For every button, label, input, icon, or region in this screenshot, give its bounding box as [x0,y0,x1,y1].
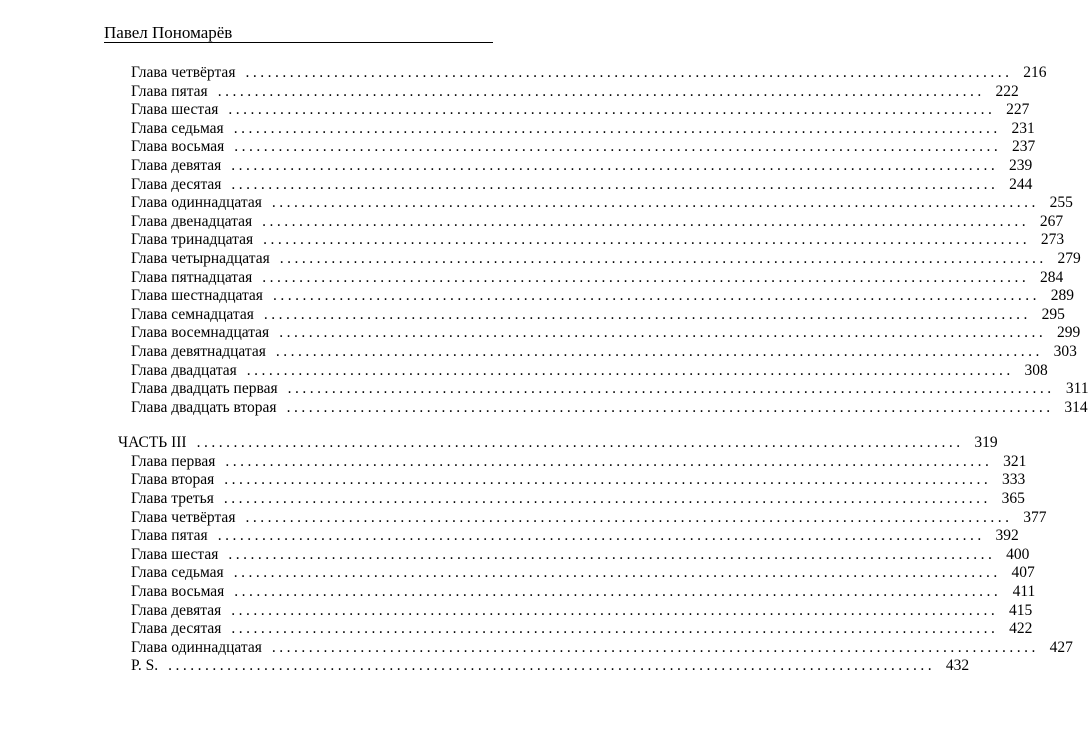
dot-leader: ........................................................................................................ [168,657,936,675]
toc-entry-title: Глава одиннадцатая [131,638,262,656]
dot-leader: ........................................................................................................ [272,287,1040,305]
toc-entry [118,231,1065,250]
toc-entry [118,527,1019,546]
toc-entry-page: 422 [1009,620,1033,638]
header-rule [104,42,493,43]
toc-entry-title: Глава двадцатая [131,361,237,379]
dot-leader: ........................................................................................................ [275,342,1043,360]
toc-entry-title: Глава тринадцатая [131,231,254,249]
dot-leader: ........................................................................................................ [263,231,1031,249]
toc-entry-title: Глава восемнадцатая [131,324,270,342]
toc-entry [118,268,1064,288]
toc-entry-title: Глава семнадцатая [131,305,254,323]
toc-entry-page: 244 [1009,175,1033,193]
toc-entry [118,361,1048,381]
toc-entry-page: 284 [1040,268,1064,286]
toc-entry [118,657,970,676]
dot-leader: ........................................................................................................ [228,545,996,563]
dot-leader: ........................................................................................................ [233,119,1001,137]
toc-entry-page: 377 [1023,508,1047,526]
toc-entry-title: Глава двенадцатая [131,212,253,230]
toc-entry [118,249,1081,269]
toc-entry-title: Глава четвёртая [131,508,236,526]
toc-group-part3-chapters [118,452,1073,676]
toc-entry-page: 311 [1065,380,1089,398]
dot-leader: ........................................................................................................ [271,638,1039,656]
toc-entry-title: Глава пятая [131,82,208,100]
toc-entry-title: Глава пятнадцатая [131,268,253,286]
toc-entry-page: 255 [1049,194,1073,212]
dot-leader: ........................................................................................................ [228,101,996,119]
toc-entry-page: 289 [1050,287,1074,305]
dot-leader: ........................................................................................................ [196,434,964,452]
toc-entry [118,82,1019,102]
toc-entry-page: 279 [1057,249,1081,267]
toc-entry [118,398,1088,418]
toc-entry-title: Глава двадцать вторая [131,398,277,416]
toc-entry-title: Глава четырнадцатая [131,249,270,267]
toc-entry-title: Глава одиннадцатая [131,194,262,212]
dot-leader: ........................................................................................................ [246,361,1014,379]
toc-entry [118,342,1077,362]
toc-entry-page: 273 [1040,231,1065,249]
dot-leader: ........................................................................................................ [279,324,1047,342]
toc-entry-title: Глава пятая [131,527,208,545]
toc-entry [118,583,1036,602]
toc-entry-title: Глава первая [131,452,216,470]
dot-leader: ........................................................................................................ [224,471,992,489]
running-header-author: Павел Пономарёв [104,23,233,42]
toc-entry-page: 319 [974,434,998,452]
toc-entry [118,601,1033,621]
toc-entry-page: 237 [1012,138,1036,156]
toc-entry-page: 427 [1049,638,1073,656]
toc-entry-title: Глава девятая [131,156,222,174]
dot-leader: ........................................................................................................ [234,138,1002,156]
toc-entry-title: ЧАСТЬ III [118,434,187,452]
dot-leader: ........................................................................................................ [225,452,993,470]
toc-entry-page: 267 [1039,212,1064,230]
toc-entry-page: 239 [1009,156,1033,174]
toc-entry [118,119,1035,139]
dot-leader: ........................................................................................................ [231,620,999,638]
toc-entry-page: 392 [995,527,1019,545]
toc-entry [118,564,1035,583]
toc-group-part2-chapters [118,64,1089,417]
dot-leader: ........................................................................................................ [233,564,1001,582]
toc-entry-title: Глава десятая [131,175,222,193]
toc-entry-title: Глава третья [131,490,214,508]
toc-entry [118,194,1073,213]
toc-entry-page: 432 [945,657,970,675]
dot-leader: ........................................................................................................ [231,156,999,174]
section-gap [118,417,494,434]
toc-entry-title: Глава четвёртая [131,64,236,81]
dot-leader: ........................................................................................................ [223,490,991,508]
toc-entry [118,212,1064,232]
dot-leader: ........................................................................................................ [262,268,1030,286]
toc-entry [118,380,1089,399]
toc-entry-title: Глава шестнадцатая [131,287,263,305]
toc-entry-page: 308 [1024,361,1048,379]
dot-leader: ........................................................................................................ [262,212,1030,230]
toc-entry [118,287,1074,306]
toc-entry-page: 216 [1023,64,1047,81]
toc-entry-page: 411 [1012,583,1036,601]
toc-entry-title: Глава седьмая [131,119,224,137]
toc-entry [118,156,1033,176]
toc-entry [118,175,1033,195]
toc-entry-page: 321 [1003,452,1027,470]
toc-entry [118,620,1033,639]
toc-entry [118,64,1047,83]
toc-entry-page: 227 [1006,101,1030,119]
dot-leader: ........................................................................................................ [231,601,999,619]
toc-entry-page: 299 [1056,324,1081,342]
toc-entry-page: 222 [995,82,1019,100]
toc-entry [118,508,1047,528]
toc-entry-page: 407 [1011,564,1035,582]
toc-entry-title: Глава восьмая [131,138,225,156]
dot-leader: ........................................................................................................ [286,398,1054,416]
toc-entry-page: 303 [1053,342,1077,360]
toc-entry-title: Глава шестая [131,545,219,563]
toc-entry [118,490,1025,509]
toc-entry-title: Глава девятнадцатая [131,342,266,360]
toc-entry-title: P. S. [131,657,159,675]
toc-entry [118,305,1065,325]
toc-entry [118,324,1081,343]
toc-entry-title: Глава шестая [131,101,219,119]
dot-leader: ........................................................................................................ [217,527,985,545]
toc-entry-page: 400 [1006,545,1030,563]
toc-entry [118,638,1073,658]
toc-entry [118,452,1027,472]
dot-leader: ........................................................................................................ [263,305,1031,323]
dot-leader: ........................................................................................................ [287,380,1055,398]
toc-entry [118,101,1030,120]
toc-entry-title: Глава седьмая [131,564,224,582]
dot-leader: ........................................................................................................ [234,583,1002,601]
table-of-contents [118,64,1089,676]
dot-leader: ........................................................................................................ [217,82,985,100]
toc-entry-title: Глава двадцать первая [131,380,278,398]
dot-leader: ........................................................................................................ [245,64,1013,81]
toc-entry-page: 314 [1064,398,1088,416]
toc-entry-title: Глава десятая [131,620,222,638]
toc-entry [118,545,1030,565]
toc-entry-title: Глава вторая [131,471,215,489]
toc-entry [118,138,1036,157]
toc-entry-title: Глава девятая [131,601,222,619]
toc-entry-page: 295 [1041,305,1065,323]
toc-entry [118,471,1026,490]
toc-entry-page: 365 [1001,490,1025,508]
dot-leader: ........................................................................................................ [271,194,1039,212]
dot-leader: ........................................................................................................ [245,508,1013,526]
toc-entry-part [118,434,998,453]
dot-leader: ........................................................................................................ [279,249,1047,267]
toc-entry-title: Глава восьмая [131,583,225,601]
dot-leader: ........................................................................................................ [231,175,999,193]
toc-entry-page: 333 [1002,471,1026,489]
toc-entry-page: 415 [1009,601,1033,619]
toc-entry-page: 231 [1011,119,1035,137]
